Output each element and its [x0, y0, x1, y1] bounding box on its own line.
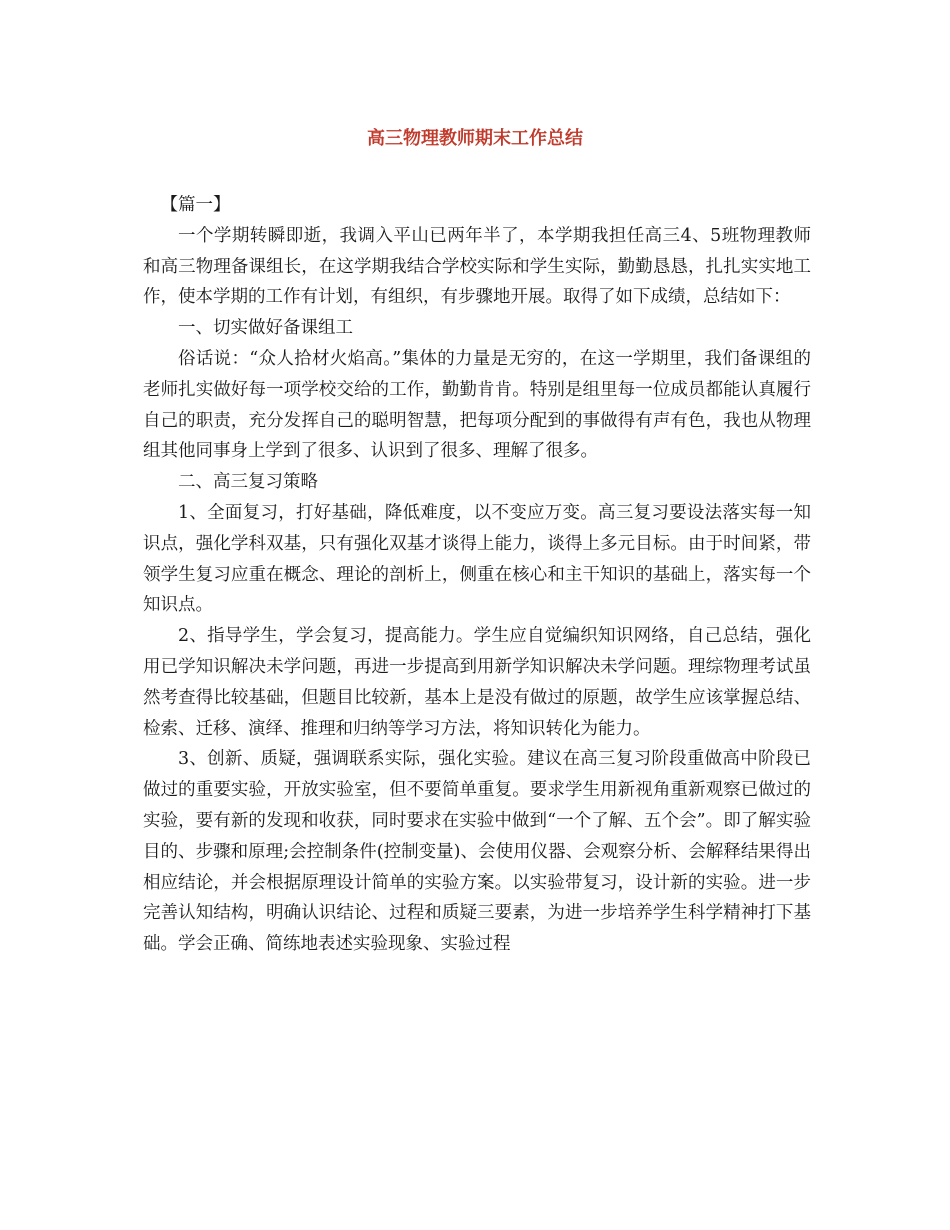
section-marker: 【篇一】 — [160, 195, 231, 215]
page-title: 高三物理教师期末工作总结 — [367, 128, 583, 149]
paragraph: 俗话说：“众人拾材火焰高。”集体的力量是无穷的，在这一学期里，我们备课组的老师扎实做好每一项学校交给的工作，勤勤肯肯。特别是组里每一位成员都能认真履行自己的职责，充分发挥自己的聪明智慧，把每项分配到的事做得有声有色，我也从物理组其他同事身上学到了很多、认识到了很多、理解了很多。 — [143, 348, 811, 462]
paragraph: 2、指导学生，学会复习，提高能力。学生应自觉编织知识网络，自己总结，强化用已学知识解决未学问题，再进一步提高到用新学知识解决未学问题。理综物理考试虽然考查得比较基础，但题目比较新，基本上是没有做过的原题，故学生应该掌握总结、检索、迁移、演绎、推理和归纳等学习方法，将知识转化为能力。 — [143, 626, 811, 739]
paragraph: 1、全面复习，打好基础，降低难度，以不变应万变。高三复习要设法落实每一知识点，强化学科双基，只有强化双基才谈得上能力，谈得上多元目标。由于时间紧，带领学生复习应重在概念、理论的剖析上，侧重在核心和主干知识的基础上，落实每一个知识点。 — [143, 502, 811, 616]
section-heading: 二、高三复习策略 — [178, 472, 318, 493]
section-heading: 一、切实做好备课组工 — [178, 318, 353, 339]
paragraph: 3、创新、质疑，强调联系实际，强化实验。建议在高三复习阶段重做高中阶段已做过的重要实验，开放实验室，但不要简单重复。要求学生用新视角重新观察已做过的实验，要有新的发现和收获，同时要求在实验中做到“一个了解、五个会”。即了解实验目的、步骤和原理;会控制条件(控制变量)、会使用仪器、会观察分析、会解释结果得出相应结论，并会根据原理设计简单的实验方案。以实验带复习，设计新的实验。进一步完善认知结构，明确认识结论、过程和质疑三要素，为进一步培养学生科学精神打下基础。学会正确、简练地表述实验现象、实验过程 — [143, 749, 811, 955]
paragraph: 一个学期转瞬即逝，我调入平山已两年半了，本学期我担任高三4、5班物理教师和高三物理备课组长，在这学期我结合学校实际和学生实际，勤勤恳恳，扎扎实实地工作，使本学期的工作有计划，有组织，有步骤地开展。取得了如下成绩，总结如下： — [143, 225, 811, 308]
document-body — [143, 190, 811, 960]
